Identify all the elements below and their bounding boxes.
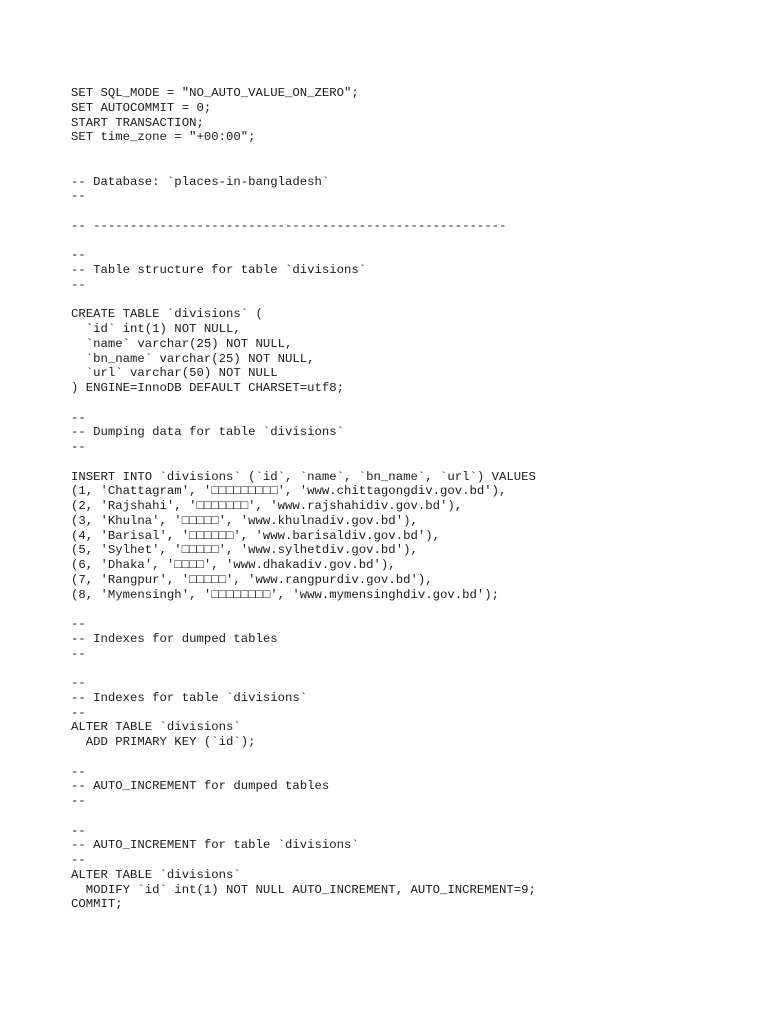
blank-line <box>71 455 751 470</box>
insert-row-line: (2, 'Rajshahi', '□□□□□□□', 'www.rajshahidiv.gov.bd'), <box>71 499 463 513</box>
comment-line: -- <box>71 440 86 454</box>
code-line: `bn_name` varchar(25) NOT NULL, <box>71 351 315 366</box>
code-line: ) ENGINE=InnoDB DEFAULT CHARSET=utf8; <box>71 381 345 395</box>
insert-row-line: (5, 'Sylhet', '□□□□□', 'www.sylhetdiv.gov.bd'), <box>71 543 418 558</box>
blank-line <box>71 145 751 160</box>
blank-line <box>71 809 751 824</box>
code-line: SET AUTOCOMMIT = 0; <box>71 100 212 115</box>
comment-line: -- <box>71 764 86 779</box>
comment-line: -- <box>71 823 86 838</box>
comment-line: -- Database: `places-in-bangladesh` <box>71 174 330 189</box>
sql-document <box>71 86 751 912</box>
comment-line: -- AUTO_INCREMENT for dumped tables <box>71 779 330 794</box>
code-line: ADD PRIMARY KEY (`id`); <box>71 735 256 749</box>
blank-line <box>71 750 751 765</box>
code-line: `name` varchar(25) NOT NULL, <box>71 336 293 351</box>
insert-row-line: (3, 'Khulna', '□□□□□', 'www.khulnadiv.gov.bd'), <box>71 513 418 528</box>
comment-line: -- <box>71 705 86 720</box>
comment-line: -- <box>71 189 86 204</box>
code-line: INSERT INTO `divisions` (`id`, `name`, `bn_name`, `url`) VALUES <box>71 469 536 484</box>
insert-row-line: (1, 'Chattagram', '□□□□□□□□□', 'www.chittagongdiv.gov.bd'), <box>71 484 507 499</box>
code-line: ALTER TABLE `divisions` <box>71 867 241 882</box>
insert-row-line: (4, 'Barisal', '□□□□□□', 'www.barisaldiv.gov.bd'), <box>71 528 440 543</box>
comment-line: -- <box>71 410 86 425</box>
code-line: START TRANSACTION; <box>71 115 204 130</box>
blank-line <box>71 293 751 308</box>
comment-line: -- <box>71 617 86 631</box>
code-line: MODIFY `id` int(1) NOT NULL AUTO_INCREMENT, AUTO_INCREMENT=9; <box>71 882 536 897</box>
comment-line: -- <box>71 646 86 661</box>
comment-line: -- AUTO_INCREMENT for table `divisions` <box>71 838 359 853</box>
insert-row-line: (7, 'Rangpur', '□□□□□', 'www.rangpurdiv.gov.bd'), <box>71 572 433 587</box>
comment-line: -- <box>71 277 86 292</box>
blank-line <box>71 602 751 617</box>
comment-line: -- <box>71 794 86 808</box>
code-line: ALTER TABLE `divisions` <box>71 720 241 735</box>
code-line: `id` int(1) NOT NULL, <box>71 322 241 336</box>
blank-line <box>71 160 751 175</box>
comment-line: -- Table structure for table `divisions` <box>71 263 367 277</box>
separator-line: -- -------------------------------------------------------- <box>71 218 507 233</box>
blank-line <box>71 661 751 676</box>
comment-line: -- Indexes for table `divisions` <box>71 690 308 705</box>
comment-line: -- Indexes for dumped tables <box>71 631 278 646</box>
blank-line <box>71 234 751 249</box>
comment-line: -- <box>71 676 86 690</box>
code-line: `url` varchar(50) NOT NULL <box>71 366 278 381</box>
insert-row-line: (6, 'Dhaka', '□□□□', 'www.dhakadiv.gov.bd'), <box>71 558 396 572</box>
blank-line <box>71 204 751 219</box>
code-line: SET SQL_MODE = "NO_AUTO_VALUE_ON_ZERO"; <box>71 86 359 100</box>
comment-line: -- <box>71 248 86 263</box>
code-line: CREATE TABLE `divisions` ( <box>71 307 263 322</box>
code-line: SET time_zone = "+00:00"; <box>71 130 256 145</box>
insert-row-line: (8, 'Mymensingh', '□□□□□□□□', 'www.mymensinghdiv.gov.bd'); <box>71 587 500 602</box>
comment-line: -- Dumping data for table `divisions` <box>71 425 345 440</box>
comment-line: -- <box>71 853 86 867</box>
blank-line <box>71 396 751 411</box>
code-line: COMMIT; <box>71 897 123 912</box>
